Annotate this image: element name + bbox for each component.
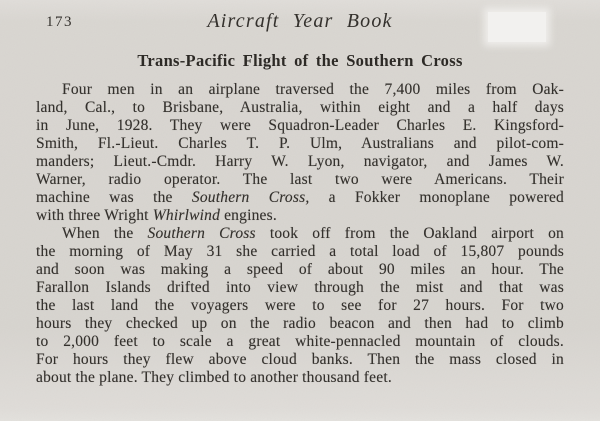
text-segment: took off from the Oakland airport on [255, 225, 564, 242]
text-line: Four men in an airplane traversed the 7,400 miles from Oak- [62, 81, 564, 98]
italic-phrase: Southern Cross, [191, 189, 310, 206]
text-line: land, Cal., to Brisbane, Australia, within eight and a half days [36, 99, 564, 116]
text-line: about the plane. They climbed to another thousand feet. [36, 369, 392, 386]
running-head: Aircraft Year Book [207, 10, 393, 32]
paragraph-2 [36, 225, 564, 387]
page-number: 173 [46, 14, 73, 30]
text-line: For hours they flew above cloud banks. Then the mass closed in [36, 351, 564, 368]
text-line: manders; Lieut.-Cmdr. Harry W. Lyon, navigator, and James W. [36, 153, 564, 170]
text-line [36, 189, 564, 207]
article-body [36, 81, 564, 387]
scan-artifact-patch [488, 12, 546, 42]
text-line [36, 225, 564, 243]
text-line: Warner, radio operator. The last two were Americans. Their [36, 171, 564, 188]
italic-phrase: Southern Cross [147, 225, 256, 242]
text-line: the last land the voyagers were to see for 27 hours. For two [36, 297, 564, 314]
italic-phrase: Whirlwind [152, 207, 221, 224]
text-segment: with three Wright [36, 207, 153, 224]
text-line [36, 207, 564, 225]
text-segment: machine was the [36, 189, 192, 206]
text-line: hours they checked up on the radio beacon and then had to climb [36, 315, 564, 332]
text-line: to 2,000 feet to scale a great white-pennacled mountain of clouds. [36, 333, 564, 350]
text-segment: a Fokker monoplane powered [309, 189, 564, 206]
text-segment: engines. [220, 207, 277, 224]
text-line: and soon was making a speed of about 90 miles an hour. The [36, 261, 564, 278]
text-line: Smith, Fl.-Lieut. Charles T. P. Ulm, Australians and pilot-com- [36, 135, 564, 152]
text-segment: When the [62, 225, 148, 242]
paragraph-1 [36, 81, 564, 225]
text-line: the morning of May 31 she carried a total load of 15,807 pounds [36, 243, 564, 260]
article-title: Trans-Pacific Flight of the Southern Cross [137, 51, 463, 70]
text-line: Farallon Islands drifted into view through the mist and that was [36, 279, 564, 296]
text-line: in June, 1928. They were Squadron-Leader Charles E. Kingsford- [36, 117, 564, 134]
